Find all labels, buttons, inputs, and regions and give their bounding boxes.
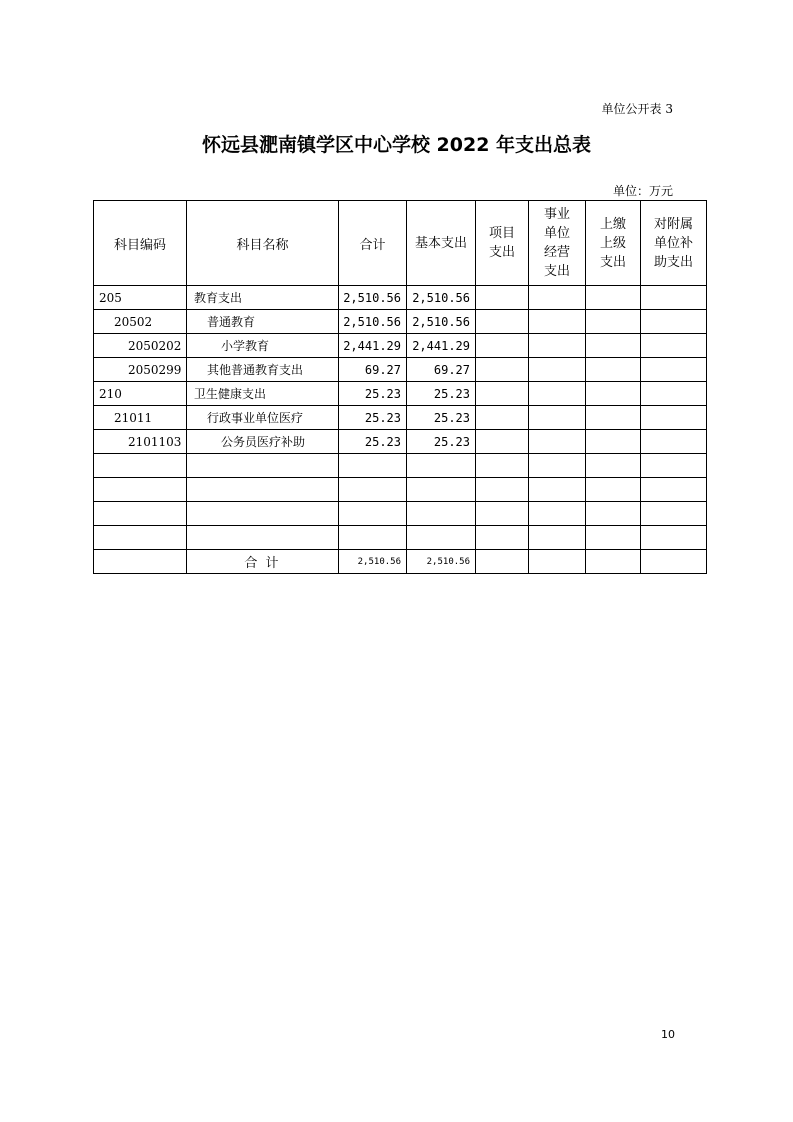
header-total: 合计: [339, 201, 407, 286]
row-code: [94, 526, 187, 550]
row-name: [187, 478, 339, 502]
row-basic: 2,510.56: [407, 310, 476, 334]
row-name: 卫生健康支出: [187, 382, 339, 406]
page-number: 10: [661, 1028, 675, 1041]
row-project: [476, 406, 529, 430]
row-total: [339, 454, 407, 478]
row-total: 2,510.56: [339, 286, 407, 310]
row-subsidy: [641, 478, 707, 502]
row-name: 其他普通教育支出: [187, 358, 339, 382]
row-code: 210: [94, 382, 187, 406]
header-upper: 上缴上级支出: [586, 201, 641, 286]
table-row: [94, 502, 707, 526]
row-code: [94, 478, 187, 502]
row-name: [187, 526, 339, 550]
row-code: [94, 502, 187, 526]
row-upper: [586, 454, 641, 478]
row-project: [476, 454, 529, 478]
row-code: 205: [94, 286, 187, 310]
row-upper: [586, 286, 641, 310]
row-code: 2101103: [94, 430, 187, 454]
row-upper: [586, 382, 641, 406]
row-subsidy: [641, 382, 707, 406]
row-project: [476, 334, 529, 358]
row-upper: [586, 502, 641, 526]
row-project: [476, 286, 529, 310]
row-business: [529, 406, 586, 430]
expenditure-table: [93, 200, 707, 574]
form-number: 单位公开表 3: [601, 102, 673, 116]
table-row: [94, 358, 707, 382]
row-total: 2,441.29: [339, 334, 407, 358]
row-project: [476, 310, 529, 334]
row-upper: [586, 526, 641, 550]
row-total: 69.27: [339, 358, 407, 382]
row-name: 教育支出: [187, 286, 339, 310]
total-total: 2,510.56: [339, 550, 407, 574]
row-upper: [586, 310, 641, 334]
row-basic: 2,441.29: [407, 334, 476, 358]
total-basic: 2,510.56: [407, 550, 476, 574]
row-business: [529, 382, 586, 406]
row-subsidy: [641, 502, 707, 526]
row-project: [476, 430, 529, 454]
row-business: [529, 334, 586, 358]
row-total: 25.23: [339, 430, 407, 454]
row-basic: 25.23: [407, 406, 476, 430]
row-basic: 25.23: [407, 382, 476, 406]
row-total: 25.23: [339, 406, 407, 430]
table-row: [94, 334, 707, 358]
header-subsidy: 对附属单位补助支出: [641, 201, 707, 286]
row-upper: [586, 358, 641, 382]
table-row: [94, 478, 707, 502]
total-project: [476, 550, 529, 574]
table-row: [94, 286, 707, 310]
row-subsidy: [641, 334, 707, 358]
table-row: [94, 430, 707, 454]
row-subsidy: [641, 430, 707, 454]
row-name: 公务员医疗补助: [187, 430, 339, 454]
row-name: 小学教育: [187, 334, 339, 358]
row-basic: 25.23: [407, 430, 476, 454]
table-row: [94, 406, 707, 430]
table-row: [94, 310, 707, 334]
row-upper: [586, 334, 641, 358]
table-row: [94, 526, 707, 550]
row-subsidy: [641, 358, 707, 382]
row-name: [187, 454, 339, 478]
row-basic: [407, 478, 476, 502]
header-code: 科目编码: [94, 201, 187, 286]
row-subsidy: [641, 310, 707, 334]
page-title: 怀远县淝南镇学区中心学校 2022 年支出总表: [201, 134, 592, 156]
row-business: [529, 286, 586, 310]
table-row: [94, 382, 707, 406]
row-name: [187, 502, 339, 526]
header-project: 项目支出: [476, 201, 529, 286]
row-business: [529, 430, 586, 454]
row-basic: [407, 502, 476, 526]
total-code: [94, 550, 187, 574]
row-project: [476, 382, 529, 406]
row-code: 21011: [94, 406, 187, 430]
total-label: 合 计: [187, 550, 339, 574]
row-upper: [586, 430, 641, 454]
total-business: [529, 550, 586, 574]
table-header-row: [94, 201, 707, 286]
unit-label: 单位：万元: [612, 184, 673, 198]
row-upper: [586, 406, 641, 430]
row-business: [529, 310, 586, 334]
row-basic: [407, 526, 476, 550]
row-code: 20502: [94, 310, 187, 334]
row-total: [339, 502, 407, 526]
row-total: [339, 526, 407, 550]
row-basic: 69.27: [407, 358, 476, 382]
row-subsidy: [641, 286, 707, 310]
row-name: 普通教育: [187, 310, 339, 334]
row-subsidy: [641, 526, 707, 550]
row-business: [529, 454, 586, 478]
header-name: 科目名称: [187, 201, 339, 286]
row-business: [529, 358, 586, 382]
header-basic: 基本支出: [407, 201, 476, 286]
row-code: [94, 454, 187, 478]
total-upper: [586, 550, 641, 574]
row-basic: 2,510.56: [407, 286, 476, 310]
row-code: 2050202: [94, 334, 187, 358]
row-subsidy: [641, 406, 707, 430]
row-basic: [407, 454, 476, 478]
row-project: [476, 502, 529, 526]
row-total: [339, 478, 407, 502]
total-subsidy: [641, 550, 707, 574]
row-subsidy: [641, 454, 707, 478]
header-business: 事业单位经营支出: [529, 201, 586, 286]
row-project: [476, 358, 529, 382]
total-row: [94, 550, 707, 574]
row-code: 2050299: [94, 358, 187, 382]
row-upper: [586, 478, 641, 502]
row-business: [529, 502, 586, 526]
row-total: 2,510.56: [339, 310, 407, 334]
row-business: [529, 526, 586, 550]
table-row: [94, 454, 707, 478]
row-name: 行政事业单位医疗: [187, 406, 339, 430]
row-project: [476, 526, 529, 550]
row-business: [529, 478, 586, 502]
row-project: [476, 478, 529, 502]
row-total: 25.23: [339, 382, 407, 406]
